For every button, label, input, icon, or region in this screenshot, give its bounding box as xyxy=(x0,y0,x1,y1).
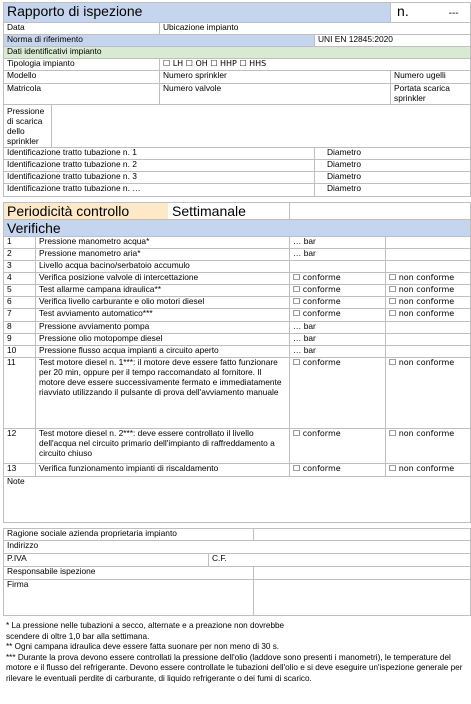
check-9-value[interactable]: … bar xyxy=(290,334,386,346)
pipe-section-3-label: Identificazione tratto tubazione n. 3 xyxy=(4,171,315,183)
check-4-conforme-checkbox[interactable]: ☐ conforme xyxy=(290,273,386,285)
nozzle-count-label: Numero ugelli xyxy=(391,71,471,84)
sprinkler-pressure-value[interactable] xyxy=(52,105,471,148)
check-5-non-conforme-checkbox[interactable]: ☐ non conforme xyxy=(386,285,471,297)
check-4-number: 4 xyxy=(4,273,36,285)
valve-count-label: Numero valvole xyxy=(160,84,391,105)
pipe-section-2-label: Identificazione tratto tubazione n. 2 xyxy=(4,159,315,171)
company-name-label: Ragione sociale azienda proprietaria impianto xyxy=(4,529,254,541)
tax-code-label: C.F. xyxy=(212,553,227,563)
header-table xyxy=(3,2,471,197)
check-1-text: Pressione manometro acqua* xyxy=(36,237,290,249)
check-13-text: Verifica funzionamento impianti di riscaldamento xyxy=(36,464,290,477)
sprinkler-flow-label: Portata scarica sprinkler xyxy=(391,84,471,105)
check-3-value[interactable] xyxy=(290,261,386,273)
footnotes xyxy=(6,621,468,685)
pipe-section-1-diameter: Diametro xyxy=(315,147,471,159)
check-13-number: 13 xyxy=(4,464,36,477)
footnote-3: *** Durante la prova devono essere controllati la pressione dell'olio (laddove sono presenti i manometri), le temperature del motore e il flusso del refrigerante. Devono essere controllate le tubazioni dell'olio e si deve eseguire un'ispezione generale per rilevare le eventuali perdite di carburante, di liquido refrigerante o dei fumi di scarico. xyxy=(6,652,463,683)
periodicity-row xyxy=(4,203,290,220)
date-label: Data xyxy=(4,23,160,35)
checks-title: Verifiche xyxy=(4,220,471,237)
check-5-conforme-checkbox[interactable]: ☐ conforme xyxy=(290,285,386,297)
model-label: Modello xyxy=(4,71,160,84)
check-7-text: Test avviamento automatico*** xyxy=(36,309,290,322)
check-6-number: 6 xyxy=(4,297,36,309)
check-11-text: Test motore diesel n. 1***: il motore deve essere fatto funzionare per 20 min, oppure per il tempo raccomandato al fornitore. Il motore deve essere successivamente fermato e immediatamente riavviato utilizzando il pulsante di prova dell'avviamento manuale xyxy=(36,358,290,429)
check-11-conforme-checkbox[interactable]: ☐ conforme xyxy=(290,358,386,429)
report-number-prefix: n. xyxy=(397,3,409,19)
check-2-text: Pressione manometro aria* xyxy=(36,249,290,261)
report-number-label xyxy=(391,3,471,23)
plant-type-lh-checkbox[interactable]: ☐ LH xyxy=(163,59,184,68)
check-8-text: Pressione avviamento pompa xyxy=(36,322,290,334)
check-7-non-conforme-checkbox[interactable]: ☐ non conforme xyxy=(386,309,471,322)
inspector-value[interactable] xyxy=(254,567,471,580)
notes-label: Note xyxy=(7,476,25,486)
signature-value[interactable] xyxy=(254,580,471,616)
check-2-extra xyxy=(386,249,471,261)
check-8-number: 8 xyxy=(4,322,36,334)
check-10-text: Pressione flusso acqua impianti a circuito aperto xyxy=(36,346,290,358)
plant-type-options xyxy=(160,59,471,71)
check-9-text: Pressione olio motopompe diesel xyxy=(36,334,290,346)
check-12-non-conforme-checkbox[interactable]: ☐ non conforme xyxy=(386,429,471,464)
notes-field[interactable] xyxy=(4,477,471,523)
plant-type-hhp-checkbox[interactable]: ☐ HHP xyxy=(210,59,237,68)
check-6-non-conforme-checkbox[interactable]: ☐ non conforme xyxy=(386,297,471,309)
check-1-number: 1 xyxy=(4,237,36,249)
periodicity-value: Settimanale xyxy=(172,203,246,219)
check-1-extra xyxy=(386,237,471,249)
plant-type-oh-checkbox[interactable]: ☐ OH xyxy=(185,59,208,68)
footnote-1: * La pressione nelle tubazioni a secco, alternate e a preazione non dovrebbe scendere di oltre 1,0 bar alla settimana. xyxy=(6,621,285,641)
check-3-extra xyxy=(386,261,471,273)
check-13-non-conforme-checkbox[interactable]: ☐ non conforme xyxy=(386,464,471,477)
reference-standard-value: UNI EN 12845:2020 xyxy=(315,35,471,47)
check-7-conforme-checkbox[interactable]: ☐ conforme xyxy=(290,309,386,322)
serial-number-label: Matricola xyxy=(4,84,160,105)
check-8-extra xyxy=(386,322,471,334)
check-10-value[interactable]: … bar xyxy=(290,346,386,358)
plant-location-label: Ubicazione impianto xyxy=(160,23,471,35)
footnote-2: ** Ogni campana idraulica deve essere fatta suonare per non meno di 30 s. xyxy=(6,642,280,652)
check-9-extra xyxy=(386,334,471,346)
check-5-number: 5 xyxy=(4,285,36,297)
signature-label: Firma xyxy=(4,580,254,616)
inspector-label: Responsabile ispezione xyxy=(4,567,254,580)
check-4-text: Verifica posizione valvole di intercettazione xyxy=(36,273,290,285)
company-table xyxy=(3,528,471,616)
pipe-section-3-diameter: Diametro xyxy=(315,171,471,183)
vat-label: P.IVA xyxy=(7,553,27,563)
pipe-section-2-diameter: Diametro xyxy=(315,159,471,171)
check-3-text: Livello acqua bacino/serbatoio accumulo xyxy=(36,261,290,273)
reference-standard-label: Norma di riferimento xyxy=(4,35,315,47)
check-5-text: Test allarme campana idraulica** xyxy=(36,285,290,297)
check-6-conforme-checkbox[interactable]: ☐ conforme xyxy=(290,297,386,309)
identification-section-title: Dati identificativi impianto xyxy=(4,47,471,59)
check-7-number: 7 xyxy=(4,309,36,322)
periodicity-label: Periodicità controllo xyxy=(4,203,168,219)
check-10-extra xyxy=(386,346,471,358)
tax-code-field[interactable] xyxy=(209,554,471,567)
check-13-conforme-checkbox[interactable]: ☐ conforme xyxy=(290,464,386,477)
check-8-value[interactable]: … bar xyxy=(290,322,386,334)
check-1-value[interactable]: … bar xyxy=(290,237,386,249)
plant-type-hhs-checkbox[interactable]: ☐ HHS xyxy=(239,59,267,68)
sprinkler-count-label: Numero sprinkler xyxy=(160,71,391,84)
check-11-non-conforme-checkbox[interactable]: ☐ non conforme xyxy=(386,358,471,429)
report-title: Rapporto di ispezione xyxy=(4,3,391,23)
pipe-section-n-diameter: Diametro xyxy=(315,183,471,196)
address-field[interactable] xyxy=(4,541,471,554)
check-3-number: 3 xyxy=(4,261,36,273)
check-11-number: 11 xyxy=(4,358,36,429)
check-12-conforme-checkbox[interactable]: ☐ conforme xyxy=(290,429,386,464)
check-2-value[interactable]: … bar xyxy=(290,249,386,261)
check-6-text: Verifica livello carburante e olio motori diesel xyxy=(36,297,290,309)
check-12-text: Test motore diesel n. 2***: deve essere controllato il livello dell'acqua nel circuito primario dell'impianto di raffreddamento a circuito chiuso xyxy=(36,429,290,464)
company-name-value[interactable] xyxy=(254,529,471,541)
address-label: Indirizzo xyxy=(7,540,39,550)
check-12-number: 12 xyxy=(4,429,36,464)
report-number-value[interactable]: --- xyxy=(448,8,459,19)
pipe-section-n-label: Identificazione tratto tubazione n. … xyxy=(4,183,315,196)
plant-type-label: Tipologia impianto xyxy=(4,59,160,71)
check-4-non-conforme-checkbox[interactable]: ☐ non conforme xyxy=(386,273,471,285)
vat-field[interactable] xyxy=(4,554,209,567)
check-2-number: 2 xyxy=(4,249,36,261)
pipe-section-1-label: Identificazione tratto tubazione n. 1 xyxy=(4,147,315,159)
sprinkler-pressure-label: Pressione di scarica dello sprinkler xyxy=(4,105,52,148)
check-10-number: 10 xyxy=(4,346,36,358)
checks-table xyxy=(3,202,471,523)
check-9-number: 9 xyxy=(4,334,36,346)
